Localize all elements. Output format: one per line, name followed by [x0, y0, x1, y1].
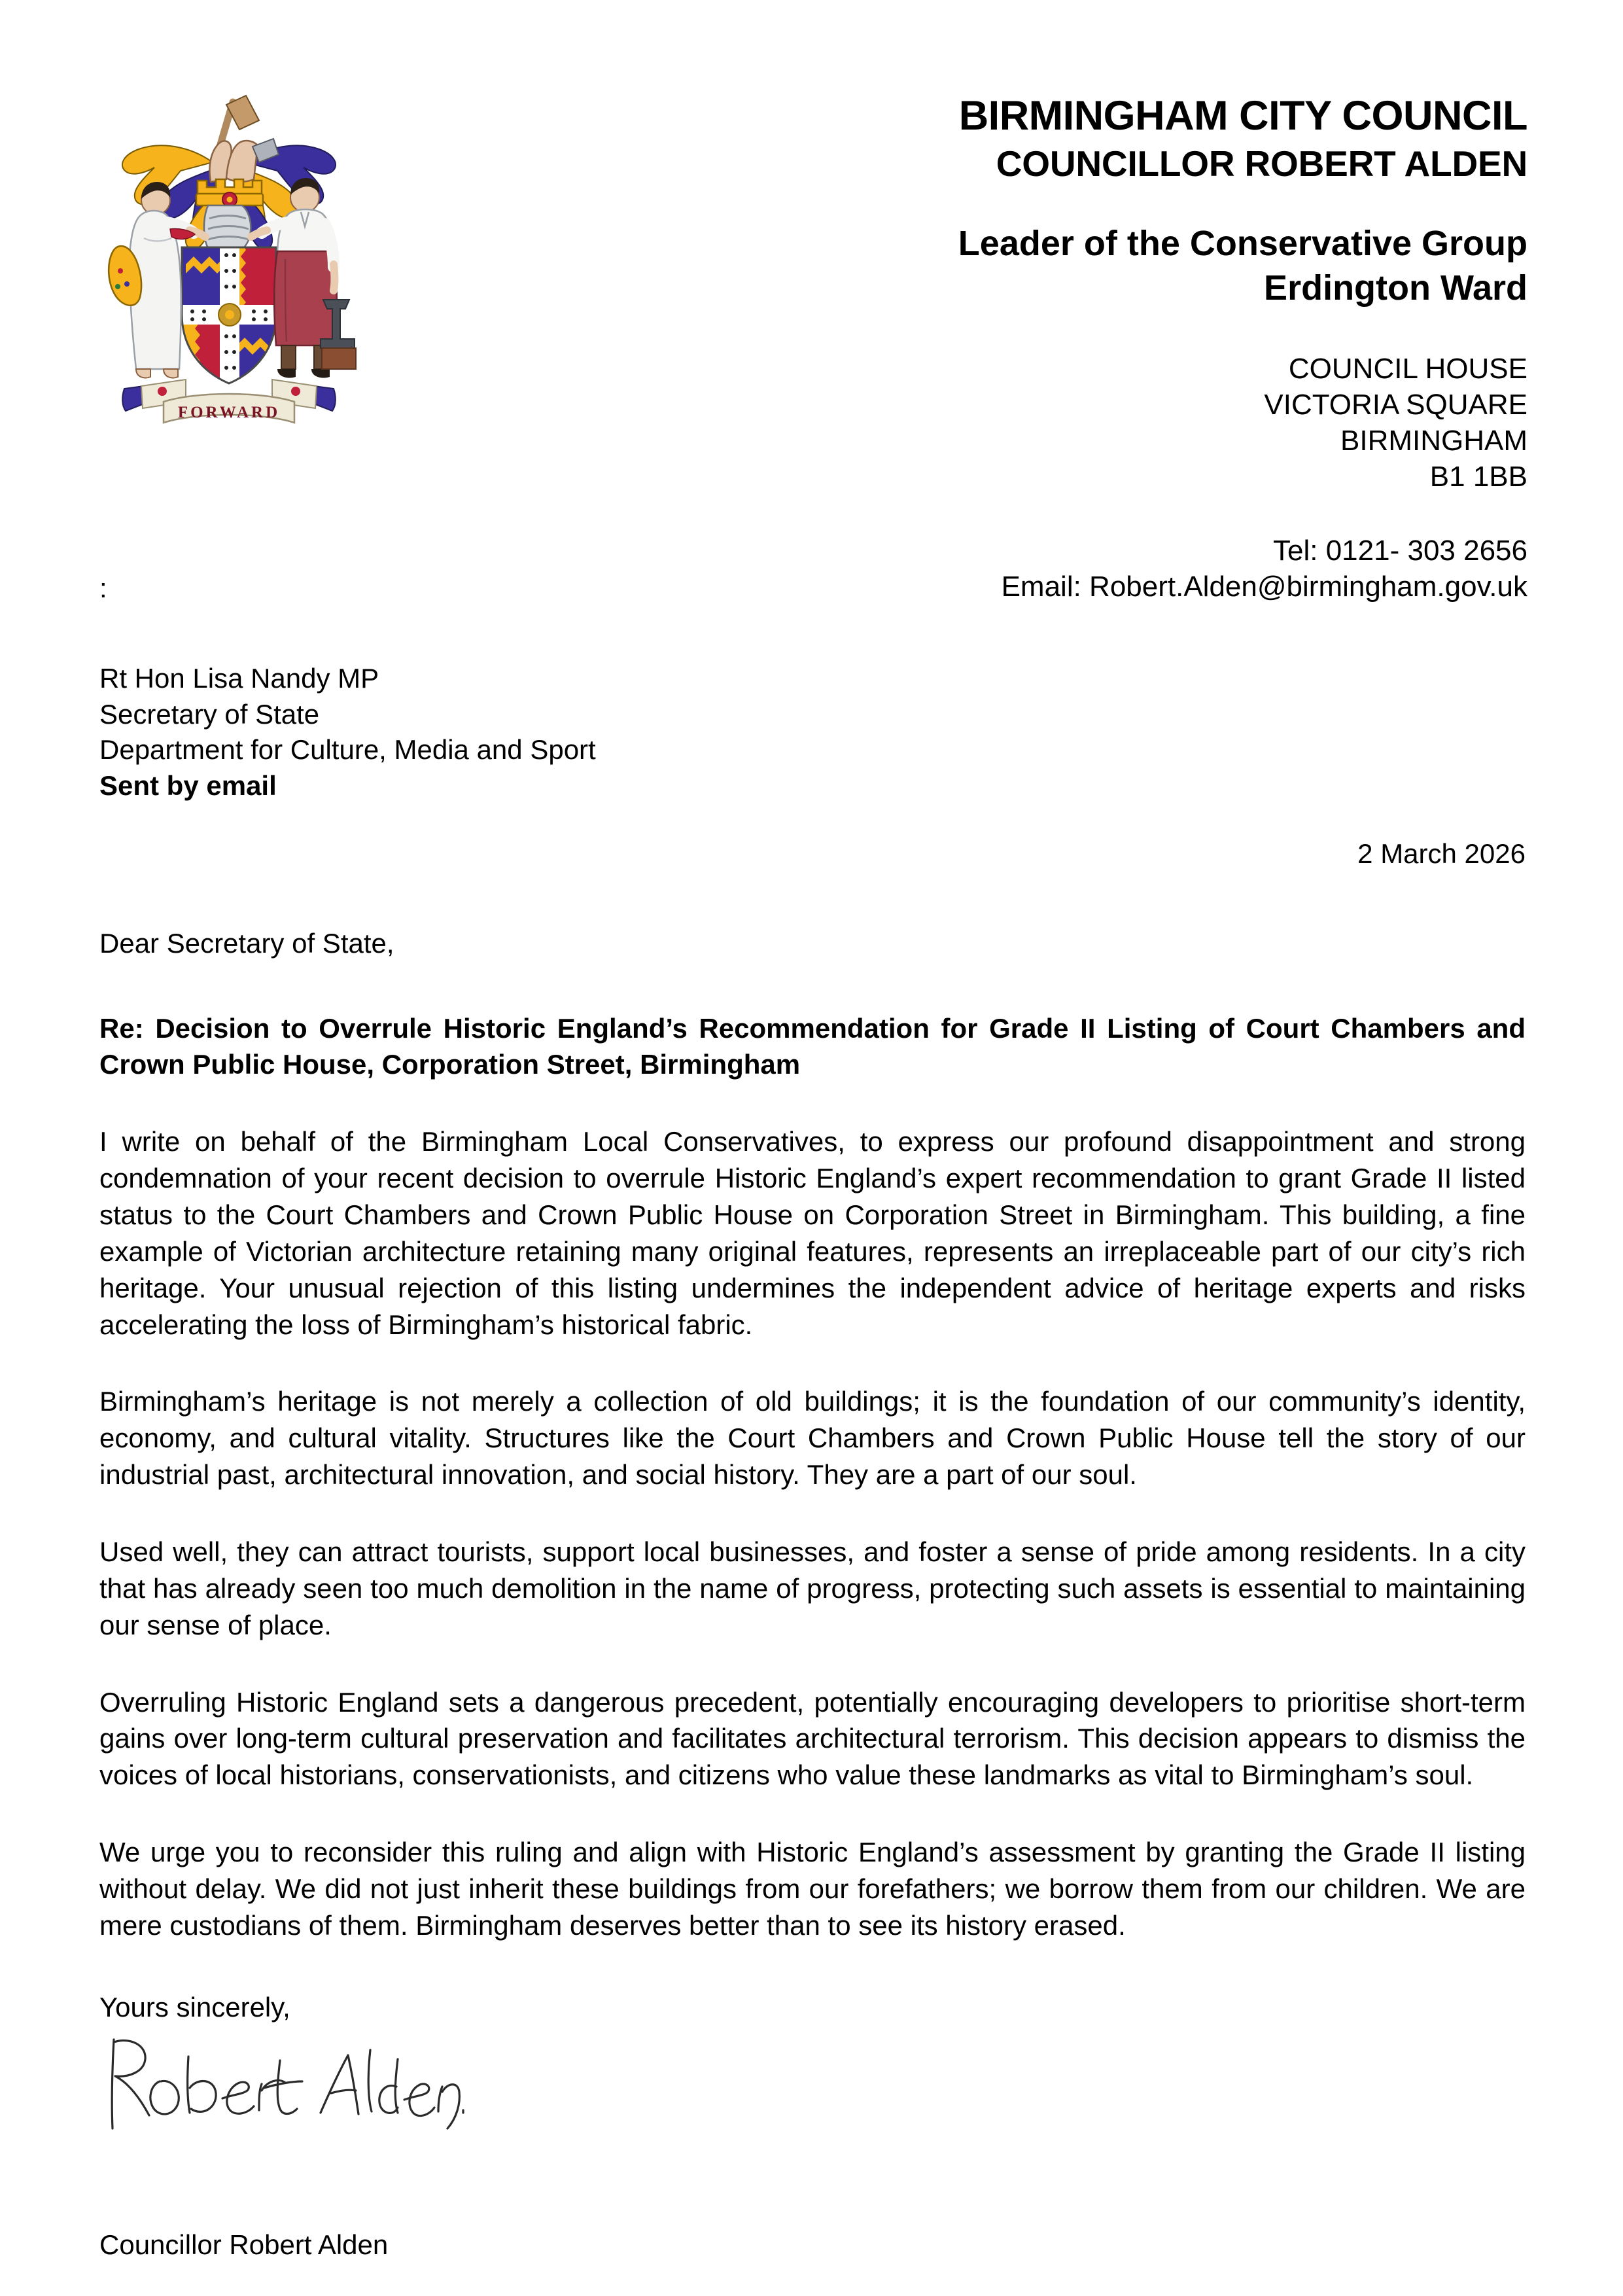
body-paragraph-4: Overruling Historic England sets a dangerous precedent, potentially encouraging developers to prioritise short-term gains over long-term cultural preservation and facilitates architectural terrorism. This decision appears to dismiss the voices of local historians, conservationists, and citizens who value these landmarks as vital to Birmingham’s soul.: [99, 1686, 1526, 1791]
signature-image: [99, 2030, 466, 2164]
councillor-name-title: COUNCILLOR ROBERT ALDEN: [996, 143, 1527, 185]
body-paragraph-3: Used well, they can attract tourists, support local businesses, and foster a sense of pride among residents. In a city that has already seen too much demolition in the name of progress, protecting such assets is essential to maintaining our sense of place.: [99, 1536, 1526, 1640]
body-paragraph-5: We urge you to reconsider this ruling and align with Historic England’s assessment by granting the Grade II listing without delay. We did not just inherit these buildings from our forefathers; we borrow them from our children. We are mere custodians of them. Birmingham deserves better than to see its history erased.: [99, 1837, 1526, 1941]
letterhead: [0, 0, 1623, 603]
motto-text: FORWARD: [177, 404, 281, 421]
coat-of-arms-icon: [98, 84, 360, 437]
subject-line: Re: Decision to Overrule Historic England’s Recommendation for Grade II Listing of Court Chambers and Crown Public House, Corporation Street, Birmingham: [99, 1012, 1526, 1080]
organisation-title: BIRMINGHAM CITY COUNCIL: [958, 93, 1527, 139]
salutation: Dear Secretary of State,: [99, 927, 394, 959]
ward-title: Erdington Ward: [1264, 268, 1527, 308]
council-address: [720, 351, 1527, 495]
email-line[interactable]: Email: Robert.Alden@birmingham.gov.uk: [1001, 571, 1527, 603]
delivery-method: Sent by email: [99, 769, 277, 801]
body-paragraph-2: Birmingham’s heritage is not merely a collection of old buildings; it is the foundation of our community’s identity, economy, and cultural vitality. Structures like the Court Chambers and Crown Public House tell the story of our industrial past, architectural innovation, and social history. They are a part of our soul.: [99, 1386, 1526, 1491]
letter-body: [99, 661, 1526, 2263]
letterhead-text: [720, 0, 1527, 605]
recipient-address: [99, 661, 1526, 804]
address-line-1: COUNCIL HOUSE: [1288, 353, 1527, 385]
recipient-name: Rt Hon Lisa Nandy MP: [99, 663, 379, 694]
telephone-line: Tel: 0121- 303 2656: [1273, 535, 1527, 567]
closing-salutation: Yours sincerely,: [99, 1991, 290, 2022]
recipient-department: Department for Culture, Media and Sport: [99, 734, 596, 766]
contact-details: [720, 533, 1527, 605]
stray-colon-mark: :: [99, 573, 107, 603]
signer-name: Councillor Robert Alden: [99, 2229, 389, 2261]
role-title: Leader of the Conservative Group: [958, 224, 1527, 264]
address-line-3: BIRMINGHAM: [1340, 425, 1527, 457]
body-paragraph-1: I write on behalf of the Birmingham Local Conservatives, to express our profound disappointment and strong condemnation of your recent decision to overrule Historic England’s expert recommendation to grant Grade II listed status to the Court Chambers and Crown Public House on Corporation Street in Birmingham. This building, a fine example of Victorian architecture retaining many original features, represents an irreplaceable part of our city’s rich heritage. Your unusual rejection of this listing undermines the independent advice of heritage experts and risks accelerating the loss of Birmingham’s historical fabric.: [99, 1126, 1526, 1340]
address-postcode: B1 1BB: [1429, 461, 1527, 493]
letter-date: 2 March 2026: [1357, 838, 1526, 870]
recipient-role: Secretary of State: [99, 698, 320, 730]
address-line-2: VICTORIA SQUARE: [1264, 389, 1527, 421]
